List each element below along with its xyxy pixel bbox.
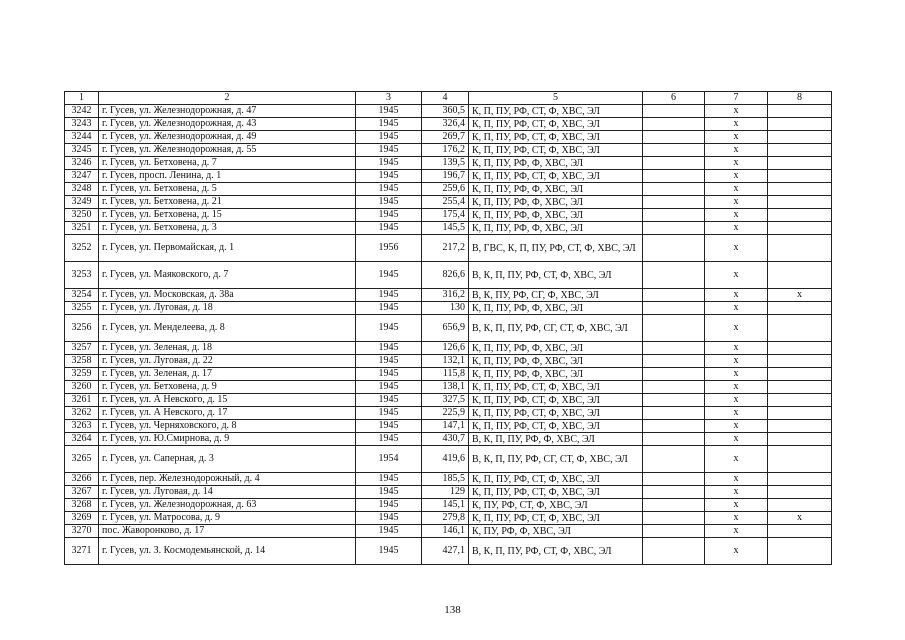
column-8-cell — [768, 381, 832, 394]
table-row — [65, 342, 832, 355]
year-cell: 1945 — [356, 473, 422, 486]
utilities-cell: К, П, ПУ, РФ, СТ, Ф, ХВС, ЭЛ — [469, 473, 643, 486]
column-header: 4 — [422, 92, 469, 105]
column-7-cell: х — [705, 512, 768, 525]
utilities-cell: В, ГВС, К, П, ПУ, РФ, СТ, Ф, ХВС, ЭЛ — [469, 235, 643, 262]
column-7-cell: х — [705, 473, 768, 486]
column-6-cell — [643, 262, 705, 289]
column-7-cell: х — [705, 381, 768, 394]
address-cell: г. Гусев, ул. Саперная, д. 3 — [99, 446, 356, 473]
area-cell: 185,5 — [422, 473, 469, 486]
utilities-cell: К, П, ПУ, РФ, СТ, Ф, ХВС, ЭЛ — [469, 420, 643, 433]
address-cell: г. Гусев, ул. Бетховена, д. 5 — [99, 183, 356, 196]
table-row — [65, 183, 832, 196]
column-8-cell — [768, 131, 832, 144]
row-number-cell: 3247 — [65, 170, 99, 183]
area-cell: 175,4 — [422, 209, 469, 222]
utilities-cell: К, П, ПУ, РФ, Ф, ХВС, ЭЛ — [469, 355, 643, 368]
area-cell: 139,5 — [422, 157, 469, 170]
area-cell: 129 — [422, 486, 469, 499]
area-cell: 826,6 — [422, 262, 469, 289]
table-row — [65, 446, 832, 473]
address-cell: г. Гусев, ул. Черняховского, д. 8 — [99, 420, 356, 433]
column-6-cell — [643, 222, 705, 235]
registry-body — [65, 105, 832, 565]
column-8-cell — [768, 486, 832, 499]
column-6-cell — [643, 407, 705, 420]
area-cell: 147,1 — [422, 420, 469, 433]
area-cell: 146,1 — [422, 525, 469, 538]
column-6-cell — [643, 499, 705, 512]
area-cell: 326,4 — [422, 118, 469, 131]
utilities-cell: В, К, П, ПУ, РФ, СТ, Ф, ХВС, ЭЛ — [469, 538, 643, 565]
utilities-cell: В, К, П, ПУ, РФ, СТ, Ф, ХВС, ЭЛ — [469, 262, 643, 289]
column-8-cell — [768, 394, 832, 407]
column-7-cell: х — [705, 118, 768, 131]
row-number-cell: 3253 — [65, 262, 99, 289]
row-number-cell: 3270 — [65, 525, 99, 538]
row-number-cell: 3254 — [65, 289, 99, 302]
table-row — [65, 131, 832, 144]
row-number-cell: 3257 — [65, 342, 99, 355]
table-row — [65, 525, 832, 538]
row-number-cell: 3263 — [65, 420, 99, 433]
address-cell: г. Гусев, ул. Железнодорожная, д. 47 — [99, 105, 356, 118]
column-8-cell — [768, 235, 832, 262]
year-cell: 1945 — [356, 222, 422, 235]
column-7-cell: х — [705, 355, 768, 368]
utilities-cell: К, П, ПУ, РФ, Ф, ХВС, ЭЛ — [469, 222, 643, 235]
column-8-cell — [768, 355, 832, 368]
table-row — [65, 170, 832, 183]
column-6-cell — [643, 342, 705, 355]
utilities-cell: К, П, ПУ, РФ, СТ, Ф, ХВС, ЭЛ — [469, 118, 643, 131]
row-number-cell: 3246 — [65, 157, 99, 170]
year-cell: 1945 — [356, 433, 422, 446]
address-cell: г. Гусев, ул. Бетховена, д. 7 — [99, 157, 356, 170]
column-6-cell — [643, 118, 705, 131]
row-number-cell: 3251 — [65, 222, 99, 235]
address-cell: г. Гусев, ул. Ю.Смирнова, д. 9 — [99, 433, 356, 446]
table-row — [65, 209, 832, 222]
area-cell: 427,1 — [422, 538, 469, 565]
column-6-cell — [643, 170, 705, 183]
column-7-cell: х — [705, 342, 768, 355]
column-7-cell: х — [705, 222, 768, 235]
column-8-cell — [768, 302, 832, 315]
year-cell: 1945 — [356, 131, 422, 144]
row-number-cell: 3262 — [65, 407, 99, 420]
area-cell: 196,7 — [422, 170, 469, 183]
address-cell: г. Гусев, ул. Луговая, д. 18 — [99, 302, 356, 315]
column-8-cell — [768, 368, 832, 381]
address-cell: г. Гусев, пер. Железнодорожный, д. 4 — [99, 473, 356, 486]
column-8-cell — [768, 196, 832, 209]
column-6-cell — [643, 157, 705, 170]
utilities-cell: К, П, ПУ, РФ, Ф, ХВС, ЭЛ — [469, 302, 643, 315]
column-8-cell — [768, 499, 832, 512]
year-cell: 1945 — [356, 105, 422, 118]
column-header: 3 — [356, 92, 422, 105]
utilities-cell: К, П, ПУ, РФ, СТ, Ф, ХВС, ЭЛ — [469, 512, 643, 525]
area-cell: 259,6 — [422, 183, 469, 196]
address-cell: г. Гусев, ул. Железнодорожная, д. 43 — [99, 118, 356, 131]
column-6-cell — [643, 355, 705, 368]
column-8-cell — [768, 446, 832, 473]
table-row — [65, 235, 832, 262]
column-7-cell: х — [705, 209, 768, 222]
column-6-cell — [643, 420, 705, 433]
row-number-cell: 3249 — [65, 196, 99, 209]
address-cell: г. Гусев, ул. Луговая, д. 22 — [99, 355, 356, 368]
column-7-cell: х — [705, 183, 768, 196]
utilities-cell: К, П, ПУ, РФ, Ф, ХВС, ЭЛ — [469, 342, 643, 355]
utilities-cell: К, П, ПУ, РФ, Ф, ХВС, ЭЛ — [469, 183, 643, 196]
column-6-cell — [643, 289, 705, 302]
year-cell: 1945 — [356, 118, 422, 131]
table-row — [65, 315, 832, 342]
area-cell: 217,2 — [422, 235, 469, 262]
address-cell: г. Гусев, ул. Бетховена, д. 3 — [99, 222, 356, 235]
address-cell: г. Гусев, ул. Железнодорожная, д. 49 — [99, 131, 356, 144]
utilities-cell: К, П, ПУ, РФ, СТ, Ф, ХВС, ЭЛ — [469, 381, 643, 394]
table-row — [65, 538, 832, 565]
year-cell: 1945 — [356, 302, 422, 315]
table-row — [65, 144, 832, 157]
year-cell: 1945 — [356, 209, 422, 222]
column-6-cell — [643, 512, 705, 525]
area-cell: 225,9 — [422, 407, 469, 420]
column-8-cell — [768, 525, 832, 538]
column-7-cell: х — [705, 446, 768, 473]
year-cell: 1945 — [356, 538, 422, 565]
row-number-cell: 3266 — [65, 473, 99, 486]
address-cell: г. Гусев, ул. Луговая, д. 14 — [99, 486, 356, 499]
column-8-cell — [768, 433, 832, 446]
column-6-cell — [643, 105, 705, 118]
column-6-cell — [643, 446, 705, 473]
column-header: 6 — [643, 92, 705, 105]
table-row — [65, 222, 832, 235]
area-cell: 130 — [422, 302, 469, 315]
area-cell: 327,5 — [422, 394, 469, 407]
area-cell: 115,8 — [422, 368, 469, 381]
column-7-cell: х — [705, 368, 768, 381]
table-row — [65, 433, 832, 446]
area-cell: 176,2 — [422, 144, 469, 157]
column-7-cell: х — [705, 196, 768, 209]
column-8-cell: х — [768, 289, 832, 302]
year-cell: 1945 — [356, 381, 422, 394]
row-number-cell: 3245 — [65, 144, 99, 157]
year-cell: 1945 — [356, 289, 422, 302]
year-cell: 1945 — [356, 499, 422, 512]
housing-registry-table — [64, 91, 832, 565]
row-number-cell: 3256 — [65, 315, 99, 342]
address-cell: г. Гусев, ул. Московская, д. 38а — [99, 289, 356, 302]
column-8-cell — [768, 222, 832, 235]
utilities-cell: К, П, ПУ, РФ, СТ, Ф, ХВС, ЭЛ — [469, 170, 643, 183]
utilities-cell: В, К, П, ПУ, РФ, СГ, СТ, Ф, ХВС, ЭЛ — [469, 315, 643, 342]
utilities-cell: В, К, П, ПУ, РФ, Ф, ХВС, ЭЛ — [469, 433, 643, 446]
year-cell: 1945 — [356, 394, 422, 407]
column-6-cell — [643, 381, 705, 394]
area-cell: 132,1 — [422, 355, 469, 368]
column-header: 2 — [99, 92, 356, 105]
year-cell: 1945 — [356, 315, 422, 342]
column-8-cell — [768, 105, 832, 118]
column-7-cell: х — [705, 262, 768, 289]
column-8-cell — [768, 209, 832, 222]
row-number-cell: 3258 — [65, 355, 99, 368]
address-cell: г. Гусев, ул. Железнодорожная, д. 63 — [99, 499, 356, 512]
address-cell: г. Гусев, ул. Бетховена, д. 9 — [99, 381, 356, 394]
year-cell: 1956 — [356, 235, 422, 262]
year-cell: 1954 — [356, 446, 422, 473]
row-number-cell: 3255 — [65, 302, 99, 315]
year-cell: 1945 — [356, 512, 422, 525]
column-header: 7 — [705, 92, 768, 105]
table-row — [65, 289, 832, 302]
column-7-cell: х — [705, 131, 768, 144]
area-cell: 269,7 — [422, 131, 469, 144]
column-6-cell — [643, 525, 705, 538]
year-cell: 1945 — [356, 420, 422, 433]
row-number-cell: 3250 — [65, 209, 99, 222]
column-8-cell — [768, 407, 832, 420]
column-7-cell: х — [705, 302, 768, 315]
area-cell: 419,6 — [422, 446, 469, 473]
column-6-cell — [643, 196, 705, 209]
column-6-cell — [643, 131, 705, 144]
table-row — [65, 262, 832, 289]
column-6-cell — [643, 144, 705, 157]
utilities-cell: К, П, ПУ, РФ, СТ, Ф, ХВС, ЭЛ — [469, 394, 643, 407]
area-cell: 126,6 — [422, 342, 469, 355]
column-8-cell — [768, 342, 832, 355]
area-cell: 656,9 — [422, 315, 469, 342]
address-cell: г. Гусев, ул. А Невского, д. 15 — [99, 394, 356, 407]
column-8-cell — [768, 118, 832, 131]
row-number-cell: 3261 — [65, 394, 99, 407]
column-7-cell: х — [705, 105, 768, 118]
area-cell: 279,8 — [422, 512, 469, 525]
year-cell: 1945 — [356, 196, 422, 209]
column-6-cell — [643, 538, 705, 565]
address-cell: г. Гусев, ул. А Невского, д. 17 — [99, 407, 356, 420]
column-8-cell — [768, 170, 832, 183]
year-cell: 1945 — [356, 368, 422, 381]
table-row — [65, 368, 832, 381]
utilities-cell: К, П, ПУ, РФ, СТ, Ф, ХВС, ЭЛ — [469, 131, 643, 144]
utilities-cell: К, П, ПУ, РФ, Ф, ХВС, ЭЛ — [469, 209, 643, 222]
column-6-cell — [643, 473, 705, 486]
address-cell: г. Гусев, ул. Зеленая, д. 18 — [99, 342, 356, 355]
table-row — [65, 105, 832, 118]
year-cell: 1945 — [356, 144, 422, 157]
area-cell: 145,1 — [422, 499, 469, 512]
column-7-cell: х — [705, 525, 768, 538]
page-number: 138 — [444, 604, 461, 616]
table-row — [65, 486, 832, 499]
year-cell: 1945 — [356, 157, 422, 170]
column-6-cell — [643, 394, 705, 407]
column-6-cell — [643, 183, 705, 196]
table-row — [65, 512, 832, 525]
row-number-cell: 3267 — [65, 486, 99, 499]
address-cell: г. Гусев, ул. Менделеева, д. 8 — [99, 315, 356, 342]
utilities-cell: К, П, ПУ, РФ, Ф, ХВС, ЭЛ — [469, 196, 643, 209]
column-7-cell: х — [705, 407, 768, 420]
table-row — [65, 420, 832, 433]
row-number-cell: 3243 — [65, 118, 99, 131]
row-number-cell: 3269 — [65, 512, 99, 525]
address-cell: г. Гусев, ул. Первомайская, д. 1 — [99, 235, 356, 262]
row-number-cell: 3260 — [65, 381, 99, 394]
column-header: 1 — [65, 92, 99, 105]
table-row — [65, 381, 832, 394]
table-row — [65, 302, 832, 315]
utilities-cell: К, ПУ, РФ, СТ, Ф, ХВС, ЭЛ — [469, 499, 643, 512]
column-number-row — [65, 92, 832, 105]
row-number-cell: 3244 — [65, 131, 99, 144]
utilities-cell: В, К, П, ПУ, РФ, СГ, СТ, Ф, ХВС, ЭЛ — [469, 446, 643, 473]
row-number-cell: 3264 — [65, 433, 99, 446]
column-7-cell: х — [705, 315, 768, 342]
row-number-cell: 3265 — [65, 446, 99, 473]
column-8-cell — [768, 183, 832, 196]
column-header: 8 — [768, 92, 832, 105]
row-number-cell: 3242 — [65, 105, 99, 118]
utilities-cell: К, П, ПУ, РФ, СТ, Ф, ХВС, ЭЛ — [469, 486, 643, 499]
area-cell: 430,7 — [422, 433, 469, 446]
column-7-cell: х — [705, 499, 768, 512]
column-6-cell — [643, 209, 705, 222]
table-row — [65, 407, 832, 420]
year-cell: 1945 — [356, 342, 422, 355]
column-6-cell — [643, 433, 705, 446]
table-row — [65, 157, 832, 170]
column-8-cell — [768, 420, 832, 433]
year-cell: 1945 — [356, 486, 422, 499]
column-8-cell: х — [768, 512, 832, 525]
column-8-cell — [768, 157, 832, 170]
address-cell: пос. Жаворонково, д. 17 — [99, 525, 356, 538]
column-8-cell — [768, 262, 832, 289]
address-cell: г. Гусев, ул. Бетховена, д. 15 — [99, 209, 356, 222]
area-cell: 360,5 — [422, 105, 469, 118]
utilities-cell: К, П, ПУ, РФ, СТ, Ф, ХВС, ЭЛ — [469, 105, 643, 118]
column-7-cell: х — [705, 538, 768, 565]
utilities-cell: В, К, ПУ, РФ, СГ, Ф, ХВС, ЭЛ — [469, 289, 643, 302]
address-cell: г. Гусев, ул. Бетховена, д. 21 — [99, 196, 356, 209]
year-cell: 1945 — [356, 407, 422, 420]
column-8-cell — [768, 538, 832, 565]
row-number-cell: 3268 — [65, 499, 99, 512]
utilities-cell: К, П, ПУ, РФ, СТ, Ф, ХВС, ЭЛ — [469, 407, 643, 420]
area-cell: 145,5 — [422, 222, 469, 235]
row-number-cell: 3271 — [65, 538, 99, 565]
column-7-cell: х — [705, 170, 768, 183]
row-number-cell: 3252 — [65, 235, 99, 262]
year-cell: 1945 — [356, 525, 422, 538]
column-7-cell: х — [705, 394, 768, 407]
column-6-cell — [643, 315, 705, 342]
table-row — [65, 499, 832, 512]
column-8-cell — [768, 473, 832, 486]
column-8-cell — [768, 144, 832, 157]
address-cell: г. Гусев, просп. Ленина, д. 1 — [99, 170, 356, 183]
column-8-cell — [768, 315, 832, 342]
area-cell: 255,4 — [422, 196, 469, 209]
year-cell: 1945 — [356, 183, 422, 196]
address-cell: г. Гусев, ул. Железнодорожная, д. 55 — [99, 144, 356, 157]
column-6-cell — [643, 302, 705, 315]
utilities-cell: К, П, ПУ, РФ, Ф, ХВС, ЭЛ — [469, 368, 643, 381]
column-7-cell: х — [705, 157, 768, 170]
year-cell: 1945 — [356, 262, 422, 289]
utilities-cell: К, П, ПУ, РФ, СТ, Ф, ХВС, ЭЛ — [469, 144, 643, 157]
utilities-cell: К, ПУ, РФ, Ф, ХВС, ЭЛ — [469, 525, 643, 538]
table-row — [65, 473, 832, 486]
table-row — [65, 196, 832, 209]
table-row — [65, 118, 832, 131]
column-7-cell: х — [705, 235, 768, 262]
utilities-cell: К, П, ПУ, РФ, Ф, ХВС, ЭЛ — [469, 157, 643, 170]
row-number-cell: 3259 — [65, 368, 99, 381]
column-7-cell: х — [705, 144, 768, 157]
year-cell: 1945 — [356, 355, 422, 368]
address-cell: г. Гусев, ул. Маяковского, д. 7 — [99, 262, 356, 289]
column-6-cell — [643, 368, 705, 381]
address-cell: г. Гусев, ул. Зеленая, д. 17 — [99, 368, 356, 381]
column-6-cell — [643, 235, 705, 262]
address-cell: г. Гусев, ул. З. Космодемьянской, д. 14 — [99, 538, 356, 565]
column-7-cell: х — [705, 433, 768, 446]
area-cell: 138,1 — [422, 381, 469, 394]
column-header: 5 — [469, 92, 643, 105]
column-6-cell — [643, 486, 705, 499]
year-cell: 1945 — [356, 170, 422, 183]
address-cell: г. Гусев, ул. Матросова, д. 9 — [99, 512, 356, 525]
column-7-cell: х — [705, 289, 768, 302]
area-cell: 316,2 — [422, 289, 469, 302]
row-number-cell: 3248 — [65, 183, 99, 196]
table-row — [65, 394, 832, 407]
column-7-cell: х — [705, 486, 768, 499]
table-row — [65, 355, 832, 368]
column-7-cell: х — [705, 420, 768, 433]
